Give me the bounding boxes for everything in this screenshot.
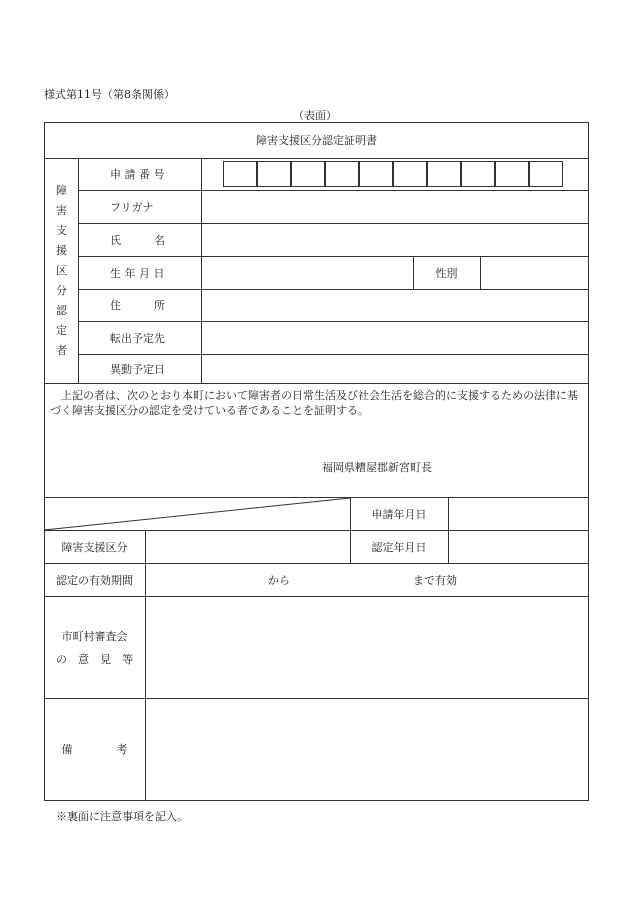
diagonal-line	[44, 497, 350, 531]
number-box[interactable]	[223, 161, 257, 187]
support-category-label: 障害支援区分	[61, 540, 128, 554]
municipal-opinion-label: 市町村審査会 の 意 見 等	[56, 629, 133, 666]
birthdate-label: 生 年 月 日	[110, 266, 165, 280]
validity-period-label: 認定の有効期間	[56, 573, 133, 587]
front-side-label: （表面）	[293, 109, 337, 122]
form-number: 様式第11号（第8条関係）	[44, 88, 175, 101]
certification-text: 上記の者は、次のとおり本町において障害者の日常生活及び社会生活を総合的に支援するための法律に基づく障害支援区分の認定を受けている者であることを証明する。	[50, 389, 578, 417]
number-box[interactable]	[427, 161, 461, 187]
address-label: 住 所	[110, 299, 165, 312]
number-box[interactable]	[291, 161, 325, 187]
issuer-name: 福岡県糟屋郡新宮町長	[322, 461, 432, 474]
number-box[interactable]	[529, 161, 563, 187]
number-box[interactable]	[393, 161, 427, 187]
remarks-label: 備 考	[61, 743, 128, 756]
number-box[interactable]	[495, 161, 529, 187]
application-date-label: 申請年月日	[371, 507, 427, 521]
applicant-section-label: 障 害 支 援 区 分 認 定 者	[56, 183, 67, 357]
certification-date-label: 認定年月日	[371, 540, 427, 554]
change-date-label: 異動予定日	[110, 362, 165, 376]
transfer-destination-label: 転出予定先	[110, 331, 165, 345]
form-title: 障害支援区分認定証明書	[256, 134, 377, 147]
until-valid-text: まで有効	[413, 573, 457, 587]
number-box[interactable]	[461, 161, 495, 187]
number-box[interactable]	[257, 161, 291, 187]
number-box[interactable]	[359, 161, 393, 187]
application-number-label: 申 請 番 号	[110, 168, 165, 181]
name-label: 氏 名	[110, 233, 165, 247]
number-box[interactable]	[325, 161, 359, 187]
furigana-label: フリガナ	[110, 200, 154, 214]
gender-label: 性別	[435, 266, 458, 280]
footer-note: ※裏面に注意事項を記入。	[56, 810, 188, 823]
from-text: から	[268, 573, 290, 587]
